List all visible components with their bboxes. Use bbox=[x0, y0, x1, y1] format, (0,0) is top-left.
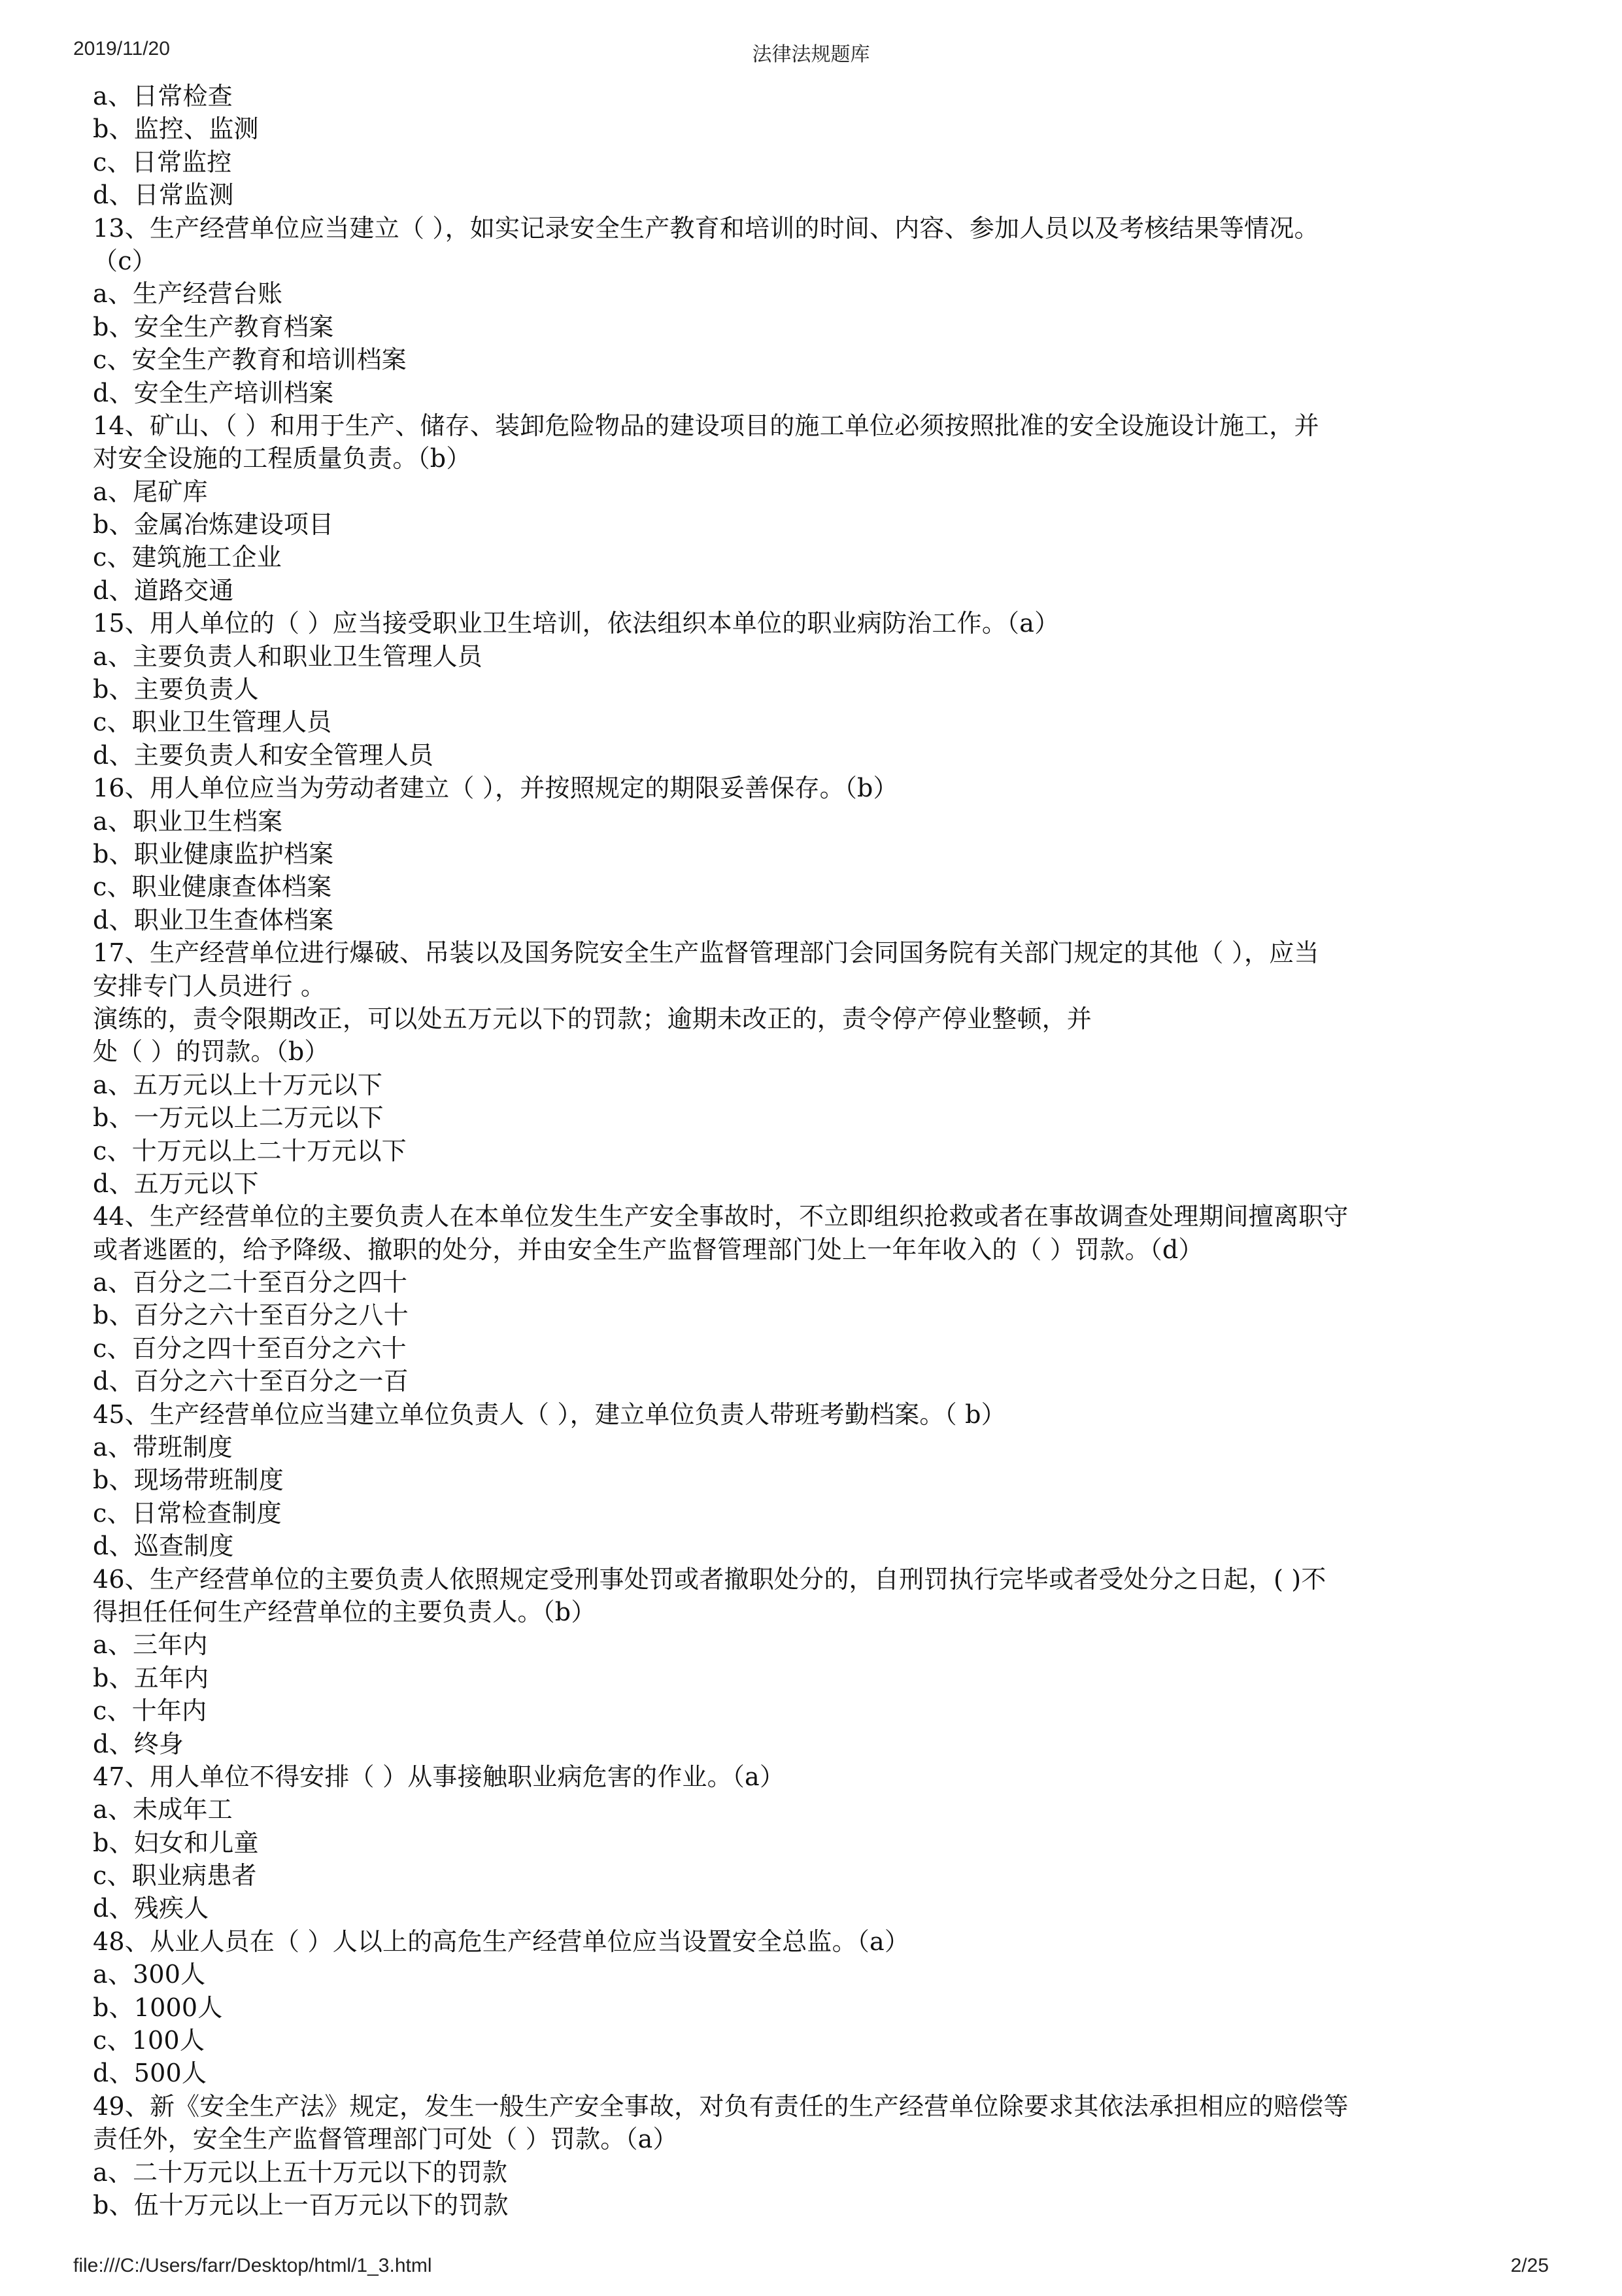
option-line: c、百分之四十至百分之六十 bbox=[93, 1333, 407, 1363]
option-line: b、百分之六十至百分之八十 bbox=[93, 1301, 409, 1330]
text-line: 处（ ）的罚款。（b） bbox=[93, 1037, 329, 1067]
option-line: b、伍十万元以上一百万元以下的罚款 bbox=[93, 2191, 509, 2219]
print-header bbox=[73, 38, 1549, 64]
question-line: 17、生产经营单位进行爆破、吊装以及国务院安全生产监督管理部门会同国务院有关部门规定的其他（ ），应当 bbox=[93, 938, 1319, 968]
text-line: （c） bbox=[93, 246, 157, 275]
option-line: c、职业病患者 bbox=[93, 1861, 257, 1891]
option-line: d、百分之六十至百分之一百 bbox=[93, 1367, 409, 1396]
option-line: d、职业卫生查体档案 bbox=[93, 905, 334, 934]
option-line: d、500人 bbox=[93, 2059, 207, 2088]
question-line: 45、生产经营单位应当建立单位负责人（ ），建立单位负责人带班考勤档案。（ b） bbox=[93, 1399, 1006, 1429]
question-line: 49、新《安全生产法》规定，发生一般生产安全事故，对负有责任的生产经营单位除要求其依法承担相应的赔偿等 bbox=[93, 2091, 1349, 2121]
option-line: b、主要负责人 bbox=[93, 675, 259, 704]
option-line: a、带班制度 bbox=[93, 1433, 233, 1462]
text-line: 安排专门人员进行 。 bbox=[93, 971, 326, 1001]
option-line: a、二十万元以上五十万元以下的罚款 bbox=[93, 2157, 508, 2187]
option-line: d、终身 bbox=[93, 1729, 184, 1758]
text-line: 对安全设施的工程质量负责。（b） bbox=[93, 444, 471, 473]
option-line: a、尾矿库 bbox=[93, 477, 208, 506]
page-number: 2/25 bbox=[1510, 2255, 1549, 2276]
option-line: b、1000人 bbox=[93, 1993, 223, 2022]
option-line: c、十年内 bbox=[93, 1696, 207, 1726]
option-line: d、主要负责人和安全管理人员 bbox=[93, 740, 434, 770]
print-footer bbox=[73, 2255, 1549, 2281]
option-line: d、日常监测 bbox=[93, 180, 234, 210]
option-line: b、五年内 bbox=[93, 1663, 209, 1692]
option-line: b、安全生产教育档案 bbox=[93, 312, 334, 341]
option-line: d、道路交通 bbox=[93, 575, 234, 605]
option-line: b、妇女和儿童 bbox=[93, 1828, 259, 1857]
file-path: file:///C:/Users/farr/Desktop/html/1_3.html bbox=[73, 2255, 432, 2276]
option-line: d、安全生产培训档案 bbox=[93, 378, 334, 407]
question-line: 15、用人单位的（ ）应当接受职业卫生培训，依法组织本单位的职业病防治工作。（a） bbox=[93, 609, 1060, 638]
text-line: 或者逃匿的，给予降级、撤职的处分，并由安全生产监督管理部门处上一年年收入的（ ）罚款。（d） bbox=[93, 1235, 1204, 1264]
question-line: 13、生产经营单位应当建立（ ），如实记录安全生产教育和培训的时间、内容、参加人员以及考核结果等情况。 bbox=[93, 213, 1319, 243]
option-line: a、300人 bbox=[93, 1960, 206, 1989]
option-line: c、建筑施工企业 bbox=[93, 543, 282, 572]
page-title: 法律法规题库 bbox=[752, 43, 870, 66]
question-line: 44、生产经营单位的主要负责人在本单位发生生产安全事故时，不立即组织抢救或者在事故调查处理期间擅离职守 bbox=[93, 1202, 1349, 1231]
option-line: d、巡查制度 bbox=[93, 1532, 234, 1561]
option-line: a、职业卫生档案 bbox=[93, 806, 283, 836]
question-line: 48、从业人员在（ ）人以上的高危生产经营单位应当设置安全总监。（a） bbox=[93, 1927, 910, 1956]
option-line: c、职业卫生管理人员 bbox=[93, 708, 332, 737]
option-line: a、五万元以上十万元以下 bbox=[93, 1070, 383, 1099]
option-line: b、金属冶炼建设项目 bbox=[93, 510, 334, 540]
text-line: 责任外，安全生产监督管理部门可处（ ）罚款。（a） bbox=[93, 2125, 678, 2154]
question-list bbox=[93, 80, 1538, 2221]
text-line: 得担任任何生产经营单位的主要负责人。（b） bbox=[93, 1597, 596, 1626]
option-line: a、主要负责人和职业卫生管理人员 bbox=[93, 642, 482, 671]
option-line: d、五万元以下 bbox=[93, 1169, 259, 1198]
option-line: c、日常检查制度 bbox=[93, 1498, 282, 1528]
option-line: a、未成年工 bbox=[93, 1795, 233, 1825]
option-line: b、一万元以上二万元以下 bbox=[93, 1103, 384, 1133]
option-line: c、日常监控 bbox=[93, 147, 232, 177]
text-line: 演练的，责令限期改正，可以处五万元以下的罚款；逾期未改正的，责令停产停业整顿，并 bbox=[93, 1004, 1092, 1033]
option-line: c、职业健康查体档案 bbox=[93, 872, 332, 902]
question-line: 46、生产经营单位的主要负责人依照规定受刑事处罚或者撤职处分的，自刑罚执行完毕或者受处分之日起，( )不 bbox=[93, 1564, 1326, 1594]
option-line: a、三年内 bbox=[93, 1630, 208, 1660]
print-date: 2019/11/20 bbox=[73, 38, 170, 60]
question-line: 47、用人单位不得安排（ ）从事接触职业病危害的作业。（a） bbox=[93, 1762, 785, 1791]
option-line: b、监控、监测 bbox=[93, 114, 259, 144]
option-line: d、残疾人 bbox=[93, 1894, 209, 1923]
option-line: c、100人 bbox=[93, 2026, 205, 2055]
option-line: c、安全生产教育和培训档案 bbox=[93, 345, 407, 375]
question-line: 14、矿山、（ ）和用于生产、储存、装卸危险物品的建设项目的施工单位必须按照批准的安全设施设计施工，并 bbox=[93, 411, 1319, 440]
option-line: b、现场带班制度 bbox=[93, 1465, 284, 1495]
option-line: a、百分之二十至百分之四十 bbox=[93, 1268, 408, 1297]
option-line: a、生产经营台账 bbox=[93, 279, 283, 309]
option-line: c、十万元以上二十万元以下 bbox=[93, 1136, 407, 1165]
question-line: 16、用人单位应当为劳动者建立（ ），并按照规定的期限妥善保存。（b） bbox=[93, 774, 898, 803]
option-line: a、日常检查 bbox=[93, 82, 233, 111]
option-line: b、职业健康监护档案 bbox=[93, 839, 334, 868]
